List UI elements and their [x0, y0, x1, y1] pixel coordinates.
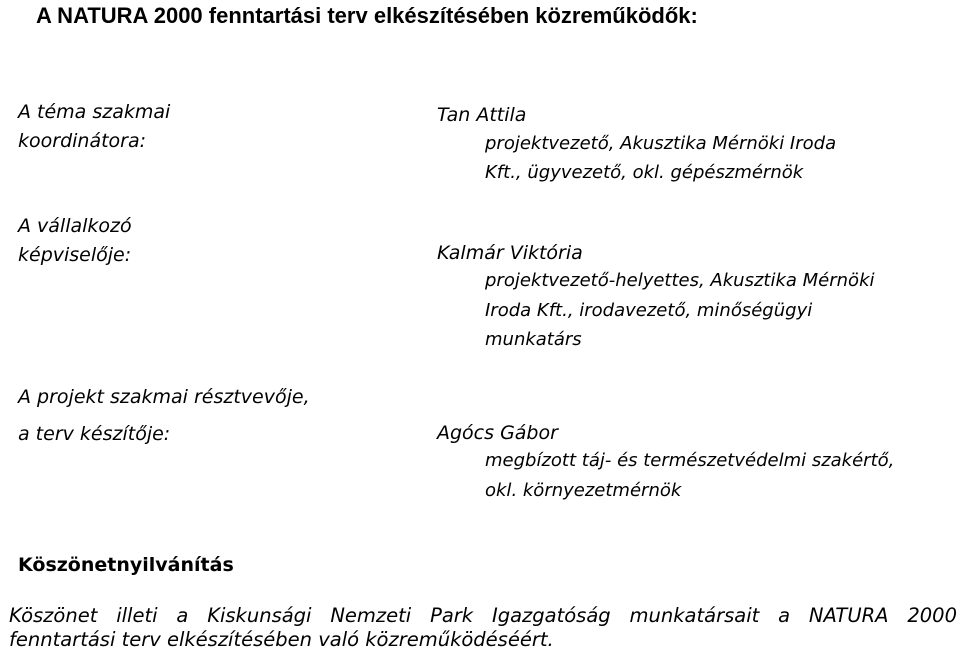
contributor-label-line: A projekt szakmai résztvevője, — [18, 386, 310, 408]
contributor-label-line: A téma szakmai — [18, 101, 171, 123]
contributor-role-line: munkatárs — [485, 329, 582, 350]
acknowledgement-text-line: fenntartási terv elkészítésében való közreműködéséért. — [9, 628, 554, 651]
contributor-name: Kalmár Viktória — [437, 242, 583, 264]
contributor-name: Agócs Gábor — [437, 422, 558, 444]
contributor-role-line: okl. környezetmérnök — [485, 480, 682, 501]
contributor-role-line: projektvezető-helyettes, Akusztika Mérnöki — [485, 270, 875, 291]
contributor-label-line: A vállalkozó — [18, 215, 132, 237]
contributor-role-line: megbízott táj- és természetvédelmi szakértő, — [485, 450, 895, 471]
contributor-label-line: koordinátora: — [18, 130, 147, 152]
contributor-role-line: projektvezető, Akusztika Mérnöki Iroda — [485, 133, 837, 154]
contributor-label-line: a terv készítője: — [18, 423, 171, 445]
contributor-label-line: képviselője: — [18, 244, 132, 266]
contributor-name: Tan Attila — [437, 104, 527, 126]
acknowledgement-title: Köszönetnyilvánítás — [18, 554, 234, 576]
contributor-role-line: Kft., ügyvezető, okl. gépészmérnök — [485, 162, 804, 183]
acknowledgement-text-line: Köszönet illeti a Kiskunsági Nemzeti Park Igazgatóság munkatársait a NATURA 2000 — [9, 604, 957, 627]
page-heading: A NATURA 2000 fenntartási terv elkészítésében közreműködők: — [36, 3, 698, 28]
contributor-role-line: Iroda Kft., irodavezető, minőségügyi — [485, 300, 813, 321]
